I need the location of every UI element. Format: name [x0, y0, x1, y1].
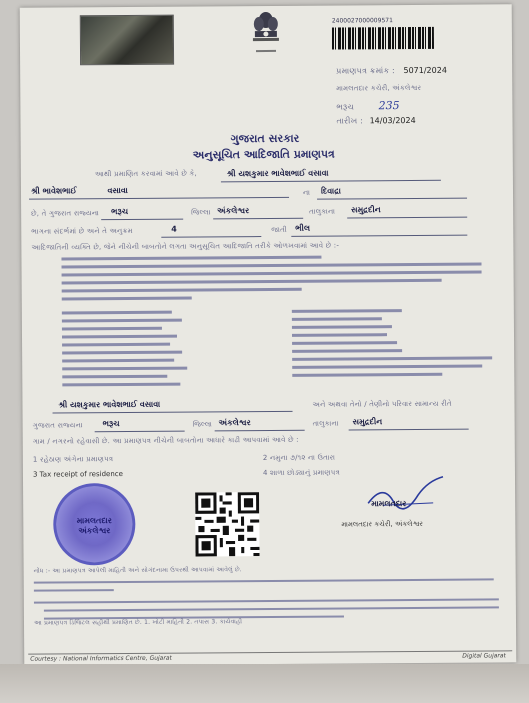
holder-name: શ્રી યશકુમાર ભાવેશભાઈ વસાવા — [226, 168, 329, 179]
village: દિવાદ્રા — [320, 186, 341, 196]
barcode — [332, 27, 434, 50]
signature-name: મામલતદાર — [371, 499, 407, 509]
applicant-photo — [80, 15, 174, 66]
qr-code-icon — [195, 492, 259, 556]
intro-text: આથી પ્રમાણિત કરવામાં આવે છે કે, — [94, 169, 197, 179]
father-name: વસાવા — [107, 185, 128, 196]
tribe: ભીલ — [295, 223, 311, 233]
footer-courtesy: Courtesy : National Informatics Centre, Gujarat — [30, 654, 172, 663]
serial-number: 235 — [378, 99, 400, 113]
tehsil: સમુદ્રદીન — [351, 205, 381, 215]
footer-brand: Digital Gujarat — [462, 652, 506, 660]
bottom-taluka-label: તાલુકાના — [312, 419, 339, 428]
seal-text: મામલતદાર અંકલેશ્વર — [76, 516, 112, 536]
note-2: આ પ્રમાણપત્ર ડિજિટલ સહીથી પ્રમાણિત છે. 1. ખોટી માહિતી 2. તપાસ 3. કાર્યવાહી — [33, 618, 243, 627]
bottom-tehsil: સમુદ્રદીન — [352, 417, 383, 427]
basis-item-2: 2 નમુના ૭/૧૨ ના ઉતારા — [262, 453, 336, 463]
bottom-holder-name: શ્રી યશકુમાર ભાવેશભાઈ વસાવા — [58, 399, 161, 410]
tribe-note: આદિજાતિની વ્યક્તિ છે, જેને નીચેની બાબતોને લગતા અનુસૂચિત આદિજાતિ તરીકે ઓળખવામાં આવે છે :- — [31, 241, 340, 252]
bottom-district-label: જિલ્લા — [192, 420, 213, 429]
residence-note: ગામ / નગરનો રહેવાસી છે. આ પ્રમાણપત્ર નીચેની બાબતોના આધારે કાઢી આપવામાં આવે છે : — [32, 435, 299, 446]
note-1: નોંધ :- આ પ્રમાણપત્ર આપેલી માહિતી અને સોગંદનામા ઉપરથી આપવામાં આવેલું છે. — [33, 566, 242, 575]
fine-print-lists — [51, 250, 502, 393]
national-emblem-icon — [248, 10, 284, 62]
list-number: 4 — [171, 224, 177, 234]
signature-title: મામલતદાર કચેરી, અંકલેશ્વર — [341, 519, 424, 529]
issue-date: 14/03/2024 — [369, 115, 416, 126]
title-government: ગુજરાત સરકાર — [230, 131, 300, 146]
village-label: ના — [302, 188, 311, 197]
title-certificate: અનુસૂચિત આદિજાતિ પ્રમાણપત્ર — [192, 147, 335, 162]
barcode-number: 2400027000009571 — [331, 17, 393, 25]
list-label: ભાગના સંદર્ભમાં છે અને તે અનુક્રમ — [31, 226, 133, 236]
official-seal — [53, 483, 136, 566]
place-label: ભરૂચ — [336, 102, 355, 112]
bottom-state: ગુજરાત રાજ્યના — [32, 421, 83, 430]
certificate-no: 5071/2024 — [403, 65, 447, 76]
basis-item-4: 4 શાળા છોડ્યાનું પ્રમાણપત્ર — [262, 468, 340, 478]
footer-divider — [28, 650, 512, 654]
district-label: જિલ્લા — [191, 208, 211, 217]
office-label: મામલતદાર કચેરી, અંકલેશ્વર — [336, 83, 422, 93]
district: ભરૂચ — [111, 206, 129, 217]
tribe-label: જાતી — [271, 225, 287, 234]
father-prefix: શ્રી ભાવેશભાઈ — [30, 186, 77, 196]
certificate-paper — [20, 4, 517, 665]
bottom-district: ભરૂચ — [102, 419, 120, 429]
date-label: તારીખ : — [336, 116, 364, 126]
taluka-name: અંકલેશ્વર — [217, 206, 250, 216]
basis-item-3: 3 Tax receipt of residence — [32, 470, 123, 479]
family-note: અને અથવા તેનો / તેણીનો પરિવાર સામાન્ય રીતે — [312, 399, 452, 409]
background-surface — [0, 664, 529, 703]
basis-item-1: 1 રહેઠાણ અંગેના પ્રમાણપત્ર — [32, 455, 114, 464]
certificate-no-label: પ્રમાણપત્ર ક્રમાંક : — [336, 66, 395, 76]
bottom-taluka: અંકલેશ્વર — [218, 418, 251, 428]
taluka-label: તાલુકાના — [309, 207, 336, 216]
state-label: છે, તે ગુજરાત રાજ્યના — [31, 209, 99, 218]
